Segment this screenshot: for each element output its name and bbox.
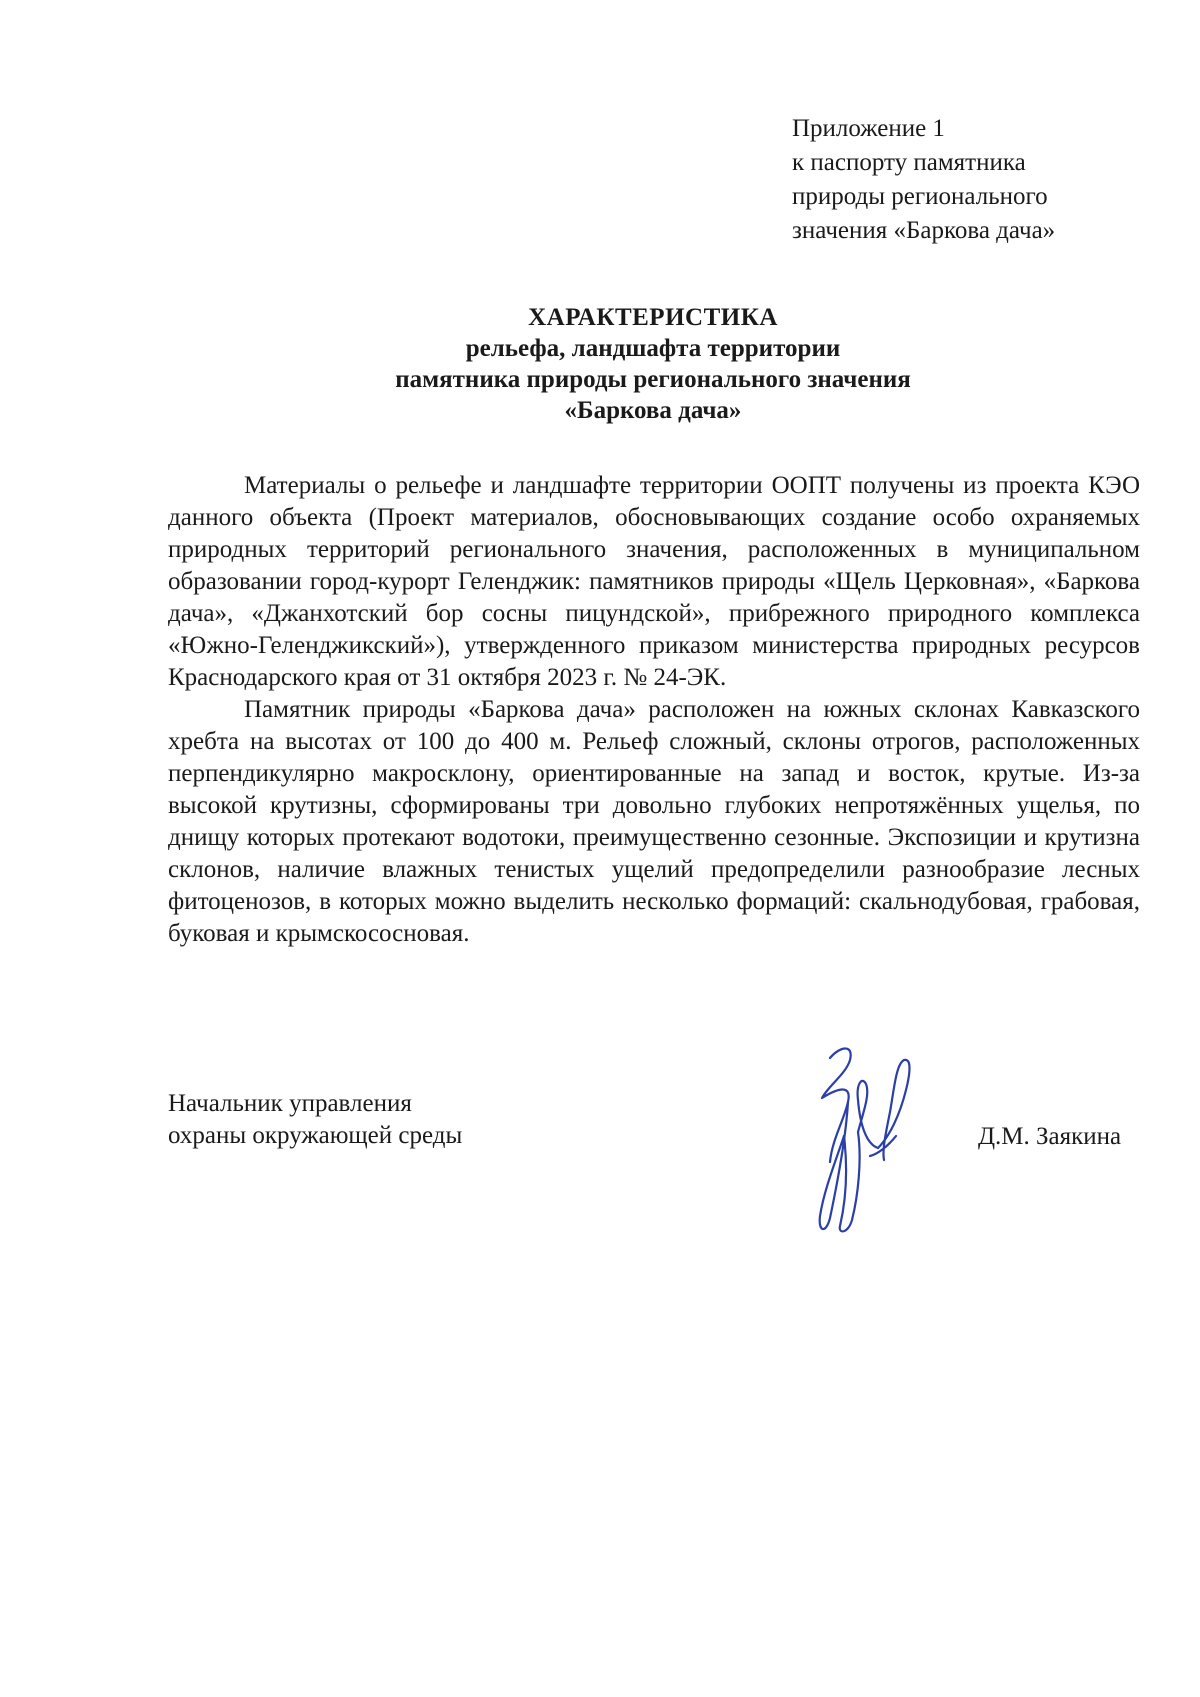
- document-body: [168, 470, 1140, 950]
- title-heading: ХАРАКТЕРИСТИКА: [528, 304, 778, 331]
- appendix-line-3: природы регионального: [792, 183, 1048, 210]
- title-line-3: памятника природы регионального значения: [395, 366, 911, 393]
- signer-name: Д.М. Заякина: [978, 1123, 1122, 1150]
- document-title: [168, 302, 1138, 426]
- body-paragraph-1: Материалы о рельефе и ландшафте территории ООПТ получены из проекта КЭО данного объекта (Проект материалов, обосновывающих создание особо охраняемых природных территорий регионального значения, расположенных в муниципальном образовании город-курорт Геленджик: памятников природы «Щель Церковная», «Баркова дача», «Джанхотский бор сосны пицундской», прибрежного природного комплекса «Южно-Геленджикский»), утвержденного приказом министерства природных ресурсов Краснодарского края от 31 октября 2023 г. № 24-ЭК.: [168, 472, 1140, 691]
- handwritten-signature: [808, 1040, 938, 1235]
- appendix-line-2: к паспорту памятника: [792, 149, 1026, 176]
- appendix-note: [792, 112, 1172, 248]
- body-paragraph-2: Памятник природы «Баркова дача» расположен на южных склонах Кавказского хребта на высотах от 100 до 400 м. Рельеф сложный, склоны отрогов, расположенных перпендикулярно макросклону, ориентированные на запад и восток, крутые. Из-за высокой крутизны, сформированы три довольно глубоких непротяжённых ущелья, по днищу которых протекают водотоки, преимущественно сезонные. Экспозиции и крутизна склонов, наличие влажных тенистых ущелий предопределили разнообразие лесных фитоценозов, в которых можно выделить несколько формаций: скальнодубовая, грабовая, буковая и крымскососновая.: [168, 696, 1140, 947]
- signer-position-line-1: Начальник управления: [168, 1090, 412, 1117]
- appendix-line-1: Приложение 1: [792, 115, 945, 142]
- title-line-2: рельефа, ландшафта территории: [465, 335, 841, 362]
- appendix-line-4: значения «Баркова дача»: [792, 217, 1056, 244]
- signer-position: [168, 1088, 462, 1152]
- title-line-4: «Баркова дача»: [564, 397, 742, 424]
- signer-position-line-2: охраны окружающей среды: [168, 1122, 463, 1149]
